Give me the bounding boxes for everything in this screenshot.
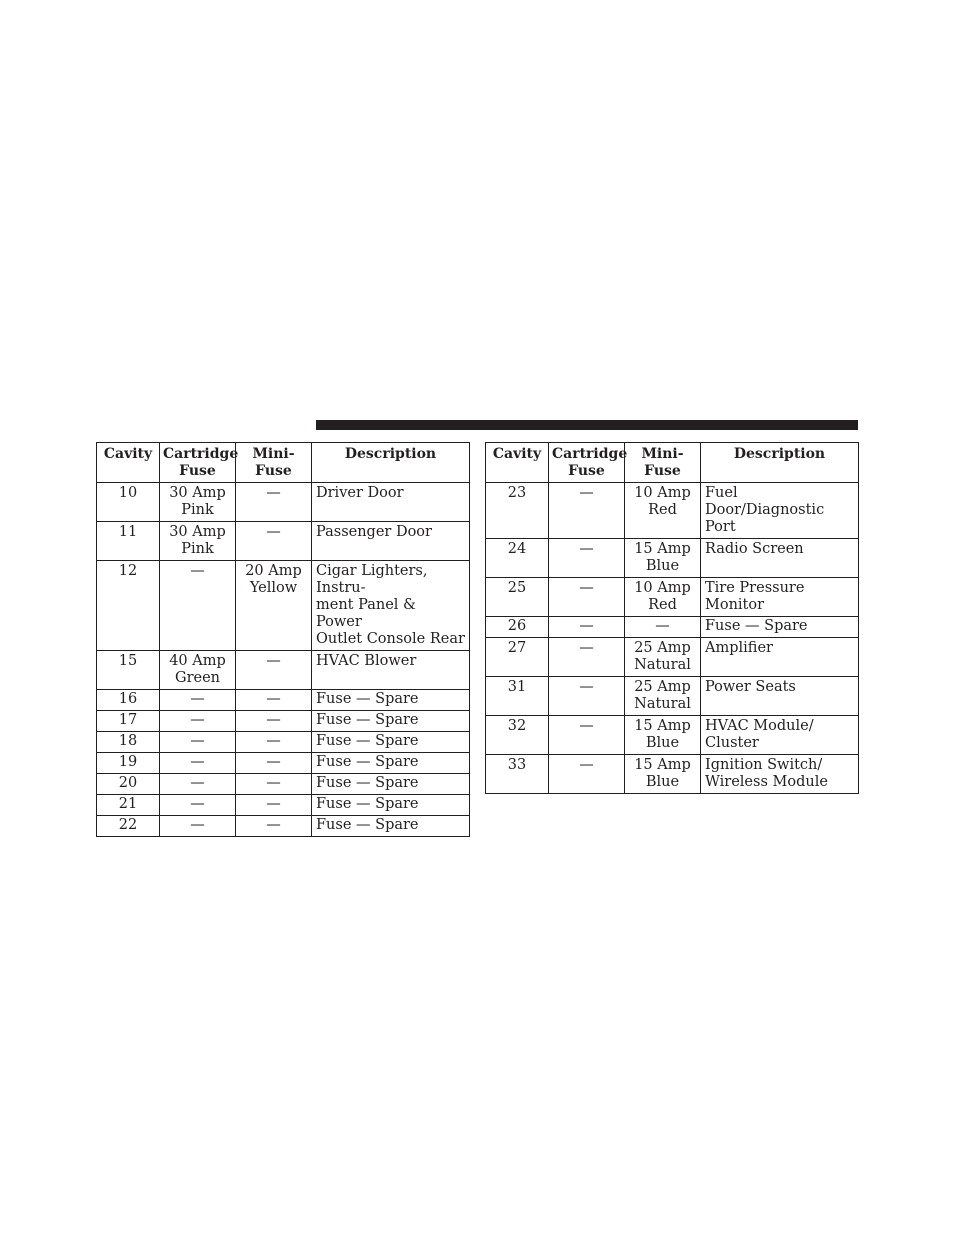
cavity-cell: 21 [97,795,160,816]
header-mini-fuse: Mini- Fuse [625,443,701,483]
table-row [97,711,470,732]
cartridge-fuse-cell: — [549,677,625,716]
table-row [97,690,470,711]
header-row [486,443,859,483]
cavity-cell: 15 [97,651,160,690]
description-cell: Ignition Switch/ Wireless Module [701,755,859,794]
cavity-cell: 19 [97,753,160,774]
cartridge-fuse-cell: — [549,638,625,677]
mini-fuse-cell: — [236,816,312,837]
table-row [97,753,470,774]
cavity-cell: 22 [97,816,160,837]
header-row [97,443,470,483]
mini-fuse-cell: — [236,522,312,561]
cavity-cell: 31 [486,677,549,716]
description-cell: Fuse — Spare [312,753,470,774]
mini-fuse-cell: — [625,617,701,638]
cavity-cell: 10 [97,483,160,522]
description-cell: Power Seats [701,677,859,716]
table-row [486,483,859,539]
mini-fuse-cell: 15 Amp Blue [625,755,701,794]
table-row [97,483,470,522]
cartridge-fuse-cell: — [160,561,236,651]
mini-fuse-cell: 15 Amp Blue [625,539,701,578]
table-row [486,677,859,716]
table-row [486,578,859,617]
mini-fuse-cell: 20 Amp Yellow [236,561,312,651]
description-cell: Amplifier [701,638,859,677]
table-row [97,522,470,561]
section-header-bar [316,420,858,430]
fuse-table-left [96,442,470,837]
description-cell: Tire Pressure Monitor [701,578,859,617]
cavity-cell: 23 [486,483,549,539]
description-cell: Fuse — Spare [701,617,859,638]
mini-fuse-cell: — [236,795,312,816]
cartridge-fuse-cell: — [160,774,236,795]
cartridge-fuse-cell: — [160,795,236,816]
cavity-cell: 20 [97,774,160,795]
table-row [97,816,470,837]
description-cell: Radio Screen [701,539,859,578]
table-row [97,795,470,816]
header-mini-fuse: Mini- Fuse [236,443,312,483]
cartridge-fuse-cell: — [549,716,625,755]
mini-fuse-cell: — [236,690,312,711]
table-row [486,638,859,677]
fuse-table-right [485,442,859,794]
cartridge-fuse-cell: — [549,483,625,539]
cartridge-fuse-cell: 30 Amp Pink [160,522,236,561]
cartridge-fuse-cell: — [549,578,625,617]
mini-fuse-cell: — [236,732,312,753]
table-row [486,716,859,755]
description-cell: Cigar Lighters, Instru- ment Panel & Power Outlet Console Rear [312,561,470,651]
table-row [486,617,859,638]
mini-fuse-cell: — [236,483,312,522]
table-row [97,732,470,753]
mini-fuse-cell: 25 Amp Natural [625,638,701,677]
cartridge-fuse-cell: 40 Amp Green [160,651,236,690]
cavity-cell: 12 [97,561,160,651]
mini-fuse-cell: 15 Amp Blue [625,716,701,755]
cavity-cell: 11 [97,522,160,561]
cartridge-fuse-cell: 30 Amp Pink [160,483,236,522]
description-cell: Fuse — Spare [312,816,470,837]
mini-fuse-cell: 10 Amp Red [625,483,701,539]
cartridge-fuse-cell: — [160,732,236,753]
cavity-cell: 18 [97,732,160,753]
cartridge-fuse-cell: — [160,816,236,837]
cavity-cell: 17 [97,711,160,732]
cavity-cell: 26 [486,617,549,638]
description-cell: Fuse — Spare [312,732,470,753]
mini-fuse-cell: — [236,651,312,690]
mini-fuse-cell: — [236,711,312,732]
header-cartridge-fuse: Cartridge Fuse [549,443,625,483]
cavity-cell: 24 [486,539,549,578]
mini-fuse-cell: 10 Amp Red [625,578,701,617]
description-cell: Driver Door [312,483,470,522]
cartridge-fuse-cell: — [549,617,625,638]
description-cell: Fuse — Spare [312,774,470,795]
mini-fuse-cell: — [236,774,312,795]
header-description: Description [701,443,859,483]
description-cell: HVAC Module/ Cluster [701,716,859,755]
description-cell: Fuse — Spare [312,690,470,711]
header-description: Description [312,443,470,483]
header-cartridge-fuse: Cartridge Fuse [160,443,236,483]
cartridge-fuse-cell: — [160,753,236,774]
description-cell: Fuse — Spare [312,795,470,816]
description-cell: Fuse — Spare [312,711,470,732]
cavity-cell: 32 [486,716,549,755]
cartridge-fuse-cell: — [160,690,236,711]
table-row [486,755,859,794]
cavity-cell: 16 [97,690,160,711]
cartridge-fuse-cell: — [160,711,236,732]
cartridge-fuse-cell: — [549,755,625,794]
header-cavity: Cavity [97,443,160,483]
description-cell: Fuel Door/Diagnostic Port [701,483,859,539]
cavity-cell: 33 [486,755,549,794]
cartridge-fuse-cell: — [549,539,625,578]
table-row [97,774,470,795]
table-row [97,561,470,651]
description-cell: Passenger Door [312,522,470,561]
table-row [97,651,470,690]
cavity-cell: 27 [486,638,549,677]
header-cavity: Cavity [486,443,549,483]
mini-fuse-cell: 25 Amp Natural [625,677,701,716]
table-row [486,539,859,578]
description-cell: HVAC Blower [312,651,470,690]
cavity-cell: 25 [486,578,549,617]
mini-fuse-cell: — [236,753,312,774]
